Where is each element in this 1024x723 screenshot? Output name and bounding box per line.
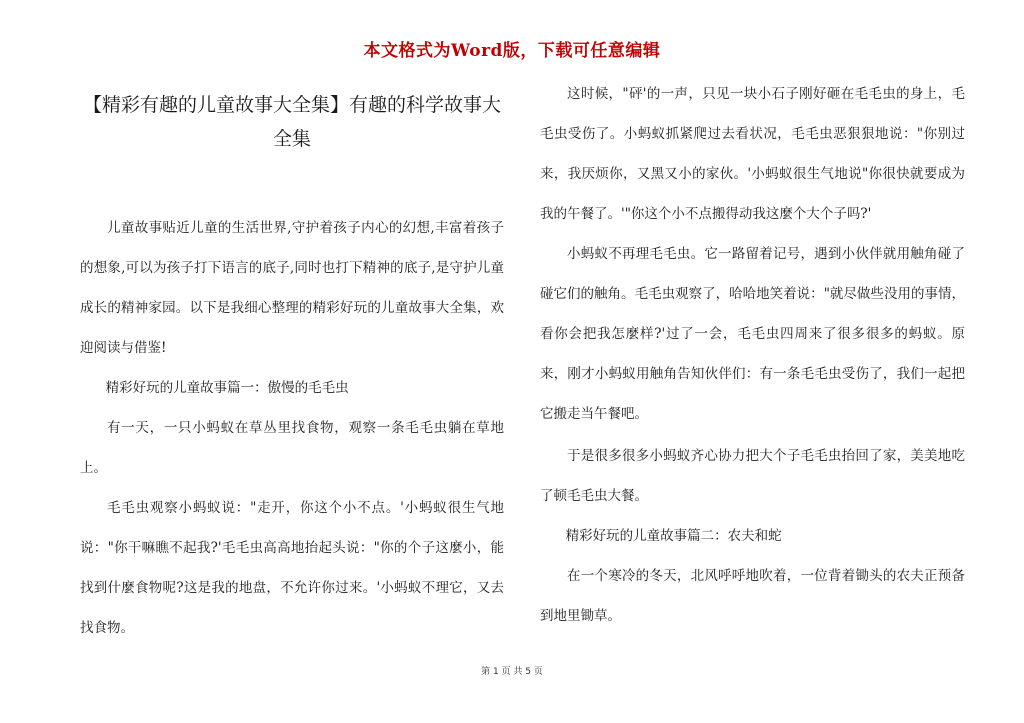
- intro-paragraph: 儿童故事贴近儿童的生活世界,守护着孩子内心的幻想,丰富着孩子的想象,可以为孩子打下语言的底子,同时也打下精神的底子,是守护儿童成长的精神家园。以下是我细心整理的精彩好玩的儿童故事大全集，欢迎阅读与借鉴!: [80, 220, 504, 356]
- story-one-paragraph-1: 有一天，一只小蚂蚁在草丛里找食物，观察一条毛毛虫躺在草地上。: [80, 420, 504, 476]
- word-format-banner: 本文格式为Word版，下载可任意编辑: [363, 41, 661, 61]
- story-two-paragraph-1: 在一个寒冷的冬天，北风呼呼地吹着，一位背着锄头的农夫正预备到地里锄草。: [540, 568, 965, 624]
- story-one-paragraph-5: 于是很多很多小蚂蚁齐心协力把大个子毛毛虫抬回了家，美美地吃了顿毛毛虫大餐。: [540, 448, 965, 504]
- page-number-footer: 第 1 页 共 5 页: [481, 667, 543, 677]
- page-title: 【精彩有趣的儿童故事大全集】有趣的科学故事大全集: [82, 94, 501, 150]
- story-one-paragraph-3: 这时候，"砰'的一声，只见一块小石子刚好砸在毛毛虫的身上，毛毛虫受伤了。小蚂蚁抓紧爬过去看状况，毛毛虫恶狠狠地说："你别过来，我厌烦你，又黑又小的家伙。'小蚂蚁很生气地说"你很快就要成为我的午餐了。'"你这个小不点搬得动我这麼个大个子吗?': [540, 86, 965, 222]
- story-one-paragraph-4: 小蚂蚁不再理毛毛虫。它一路留着记号，遇到小伙伴就用触角碰了碰它们的触角。毛毛虫观察了，哈哈地笑着说："就尽做些没用的事情，看你会把我怎麼样?'过了一会，毛毛虫四周来了很多很多的蚂蚁。原来，刚才小蚂蚁用触角告知伙伴们：有一条毛毛虫受伤了，我们一起把它搬走当午餐吧。: [540, 246, 965, 422]
- story-one-heading: 精彩好玩的儿童故事篇一：傲慢的毛毛虫: [105, 380, 349, 396]
- story-two-heading: 精彩好玩的儿童故事篇二：农夫和蛇: [565, 528, 782, 544]
- story-one-paragraph-2: 毛毛虫观察小蚂蚁说："走开，你这个小不点。'小蚂蚁很生气地说："你干嘛瞧不起我?'毛毛虫高高地抬起头说："你的个子这麼小，能找到什麼食物呢?这是我的地盘，不允许你过来。'小蚂蚁不理它，又去找食物。: [80, 500, 504, 636]
